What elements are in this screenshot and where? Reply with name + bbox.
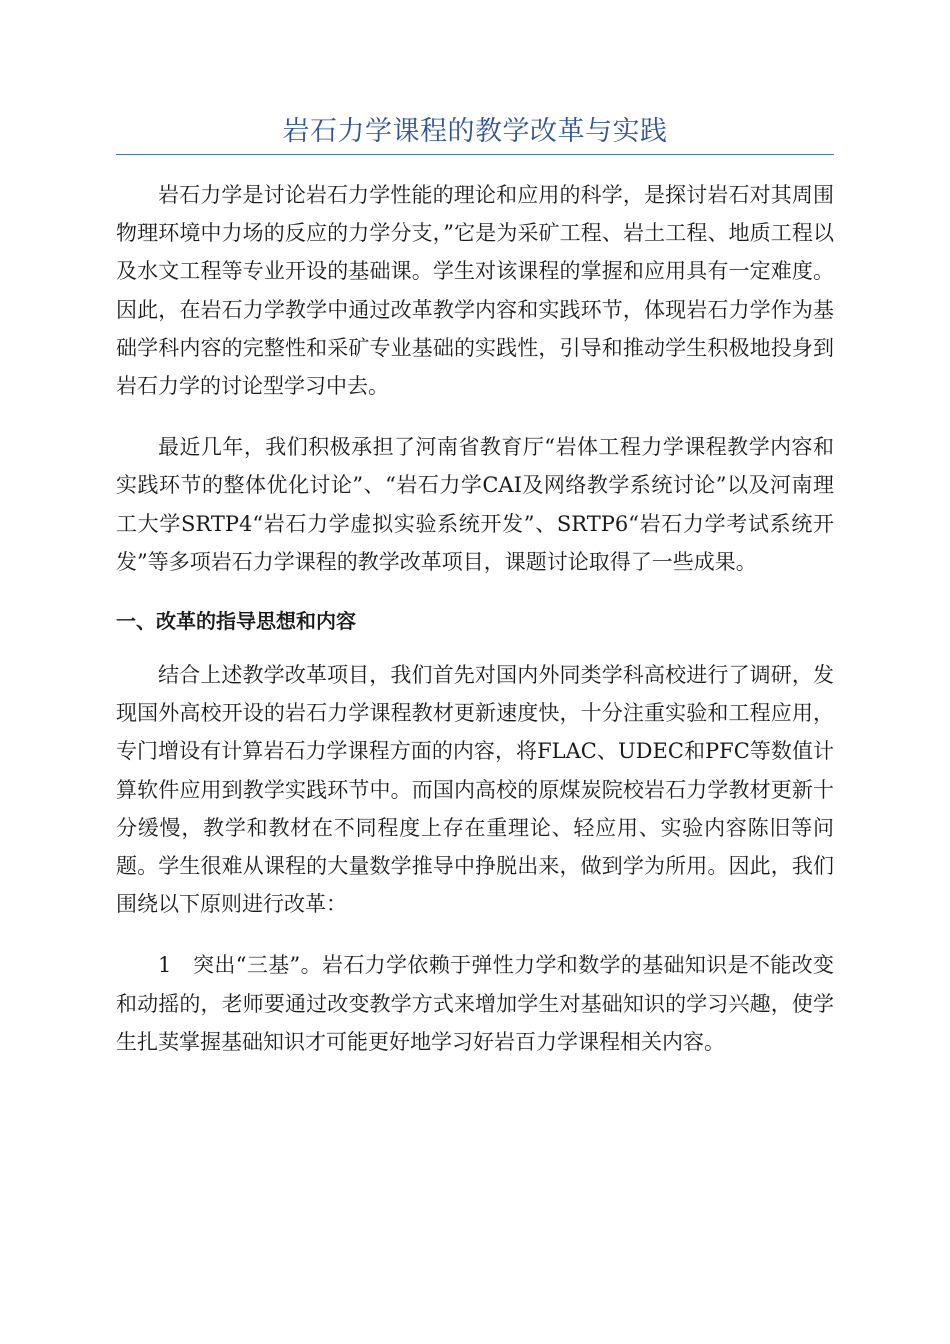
- title-underline: [116, 154, 834, 155]
- document-title: 岩石力学课程的教学改革与实践: [282, 116, 668, 147]
- paragraph-projects: 最近几年，我们积极承担了河南省教育厅“岩体工程力学课程教学内容和实践环节的整体优化讨论”、“岩石力学CAI及网络教学系统讨论”以及河南理工大学SRTP4“岩石力学虚拟实验系统开发”、SRTP6“岩石力学考试系统开发”等多项岩石力学课程的教学改革项目，课题讨论取得了一些成果。: [116, 435, 834, 574]
- paragraph-intro: 岩石力学是讨论岩石力学性能的理论和应用的科学，是探讨岩石对其周围物理环境中力场的反应的力学分支，”它是为采矿工程、岩土工程、地质工程以及水文工程等专业开设的基础课。学生对该课程的掌握和应用具有一定难度。因此，在岩石力学教学中通过改革教学内容和实践环节，体现岩石力学作为基础学科内容的完整性和采矿专业基础的实践性，引导和推动学生积极地投身到岩石力学的讨论型学习中去。: [116, 183, 834, 399]
- document-body: [116, 176, 834, 1084]
- paragraph-principle-1: 1 突出“三基”。岩石力学依赖于弹性力学和数学的基础知识是不能改变和动摇的，老师要通过改变教学方式来增加学生对基础知识的学习兴趣，使学生扎荬掌握基础知识才可能更好地学习好岩百力学课程相关内容。: [116, 953, 834, 1054]
- paragraph-research: 结合上述教学改革项目，我们首先对国内外同类学科高校进行了调研，发现国外高校开设的岩石力学课程教材更新速度快，十分注重实验和工程应用，专门增设有计算岩石力学课程方面的内容，将FLAC、UDEC和PFC等数值计算软件应用到教学实践环节中。而国内高校的原煤炭院校岩石力学教材更新十分缓慢，教学和教材在不同程度上存在重理论、轻应用、实验内容陈旧等问题。学生很难从课程的大量数学推导中挣脱出来，做到学为所用。因此，我们围绕以下原则进行改革：: [116, 663, 834, 917]
- section-heading: 一、改革的指导思想和内容: [116, 609, 356, 634]
